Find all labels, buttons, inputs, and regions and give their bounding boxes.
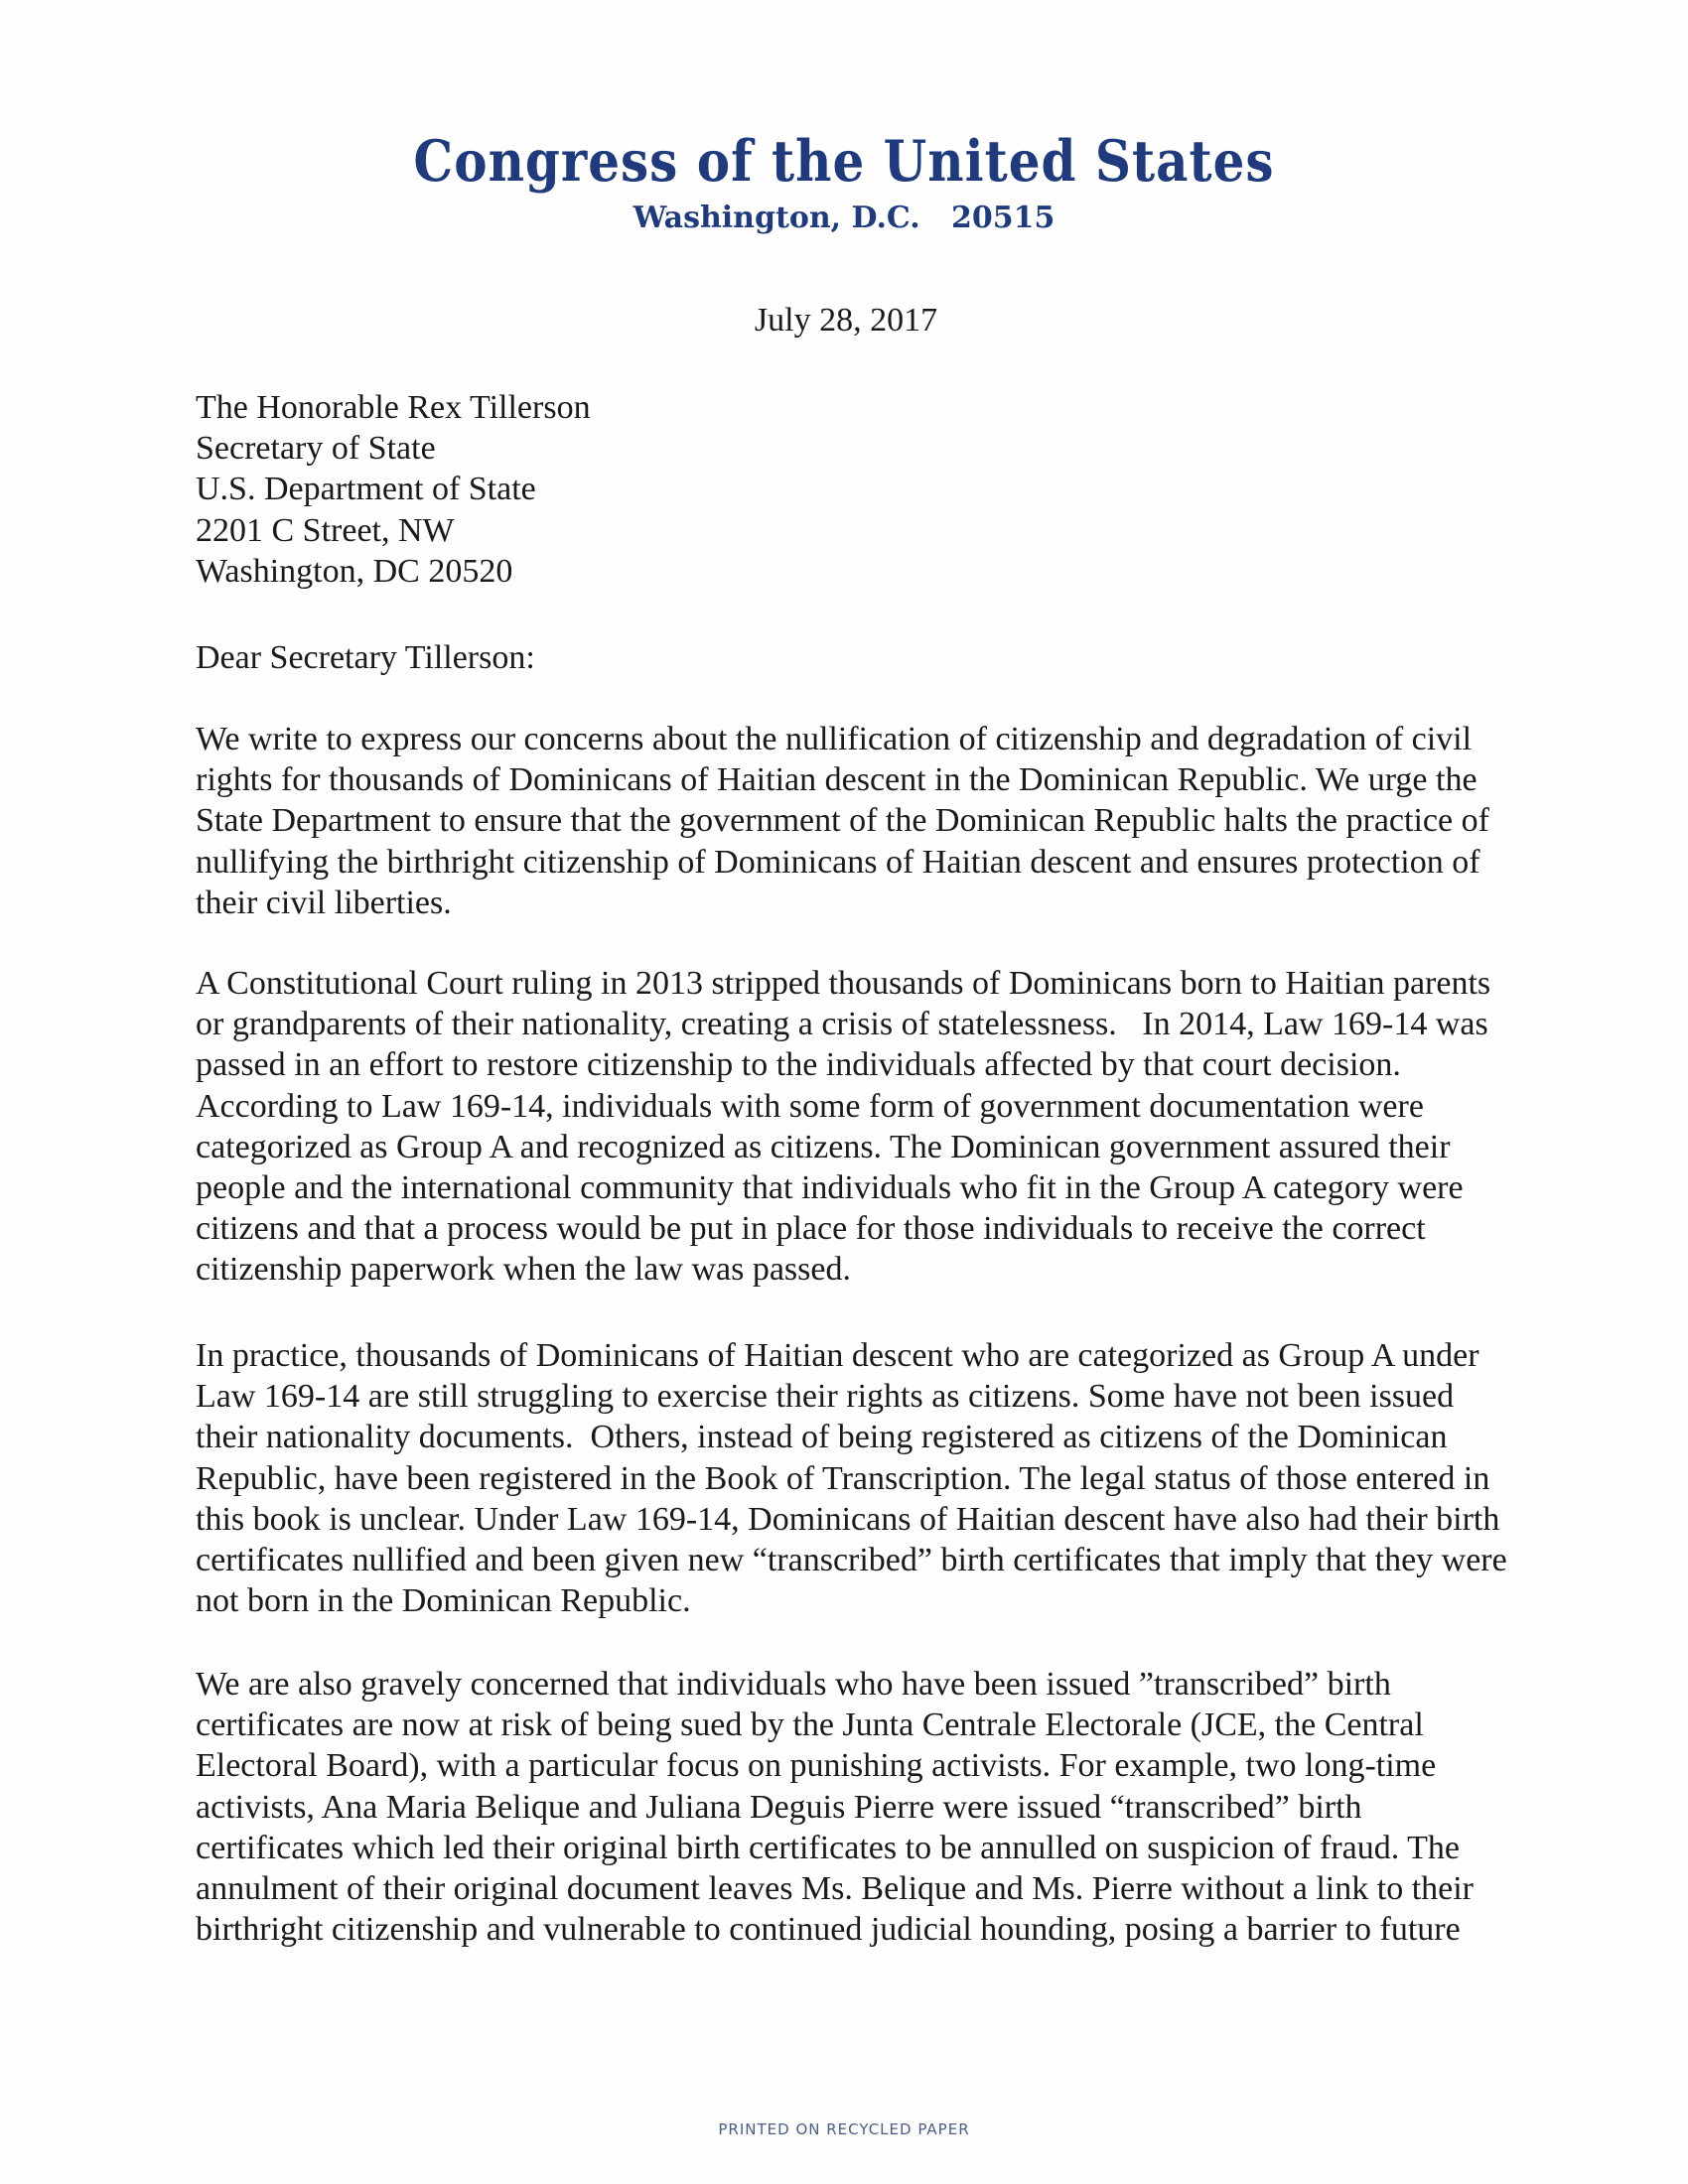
paragraph-line: or grandparents of their nationality, creating a crisis of statelessness. In 2014, Law 169-14 was xyxy=(196,1006,1488,1043)
letterhead-title: Congress of the United States xyxy=(413,127,1275,195)
paragraph-line: activists, Ana Maria Belique and Juliana Deguis Pierre were issued “transcribed” birth xyxy=(196,1788,1362,1826)
paragraph-line: this book is unclear. Under Law 169-14, Dominicans of Haitian descent have also had their birth xyxy=(196,1500,1500,1538)
paragraph-line: According to Law 169-14, individuals with some form of government documentation were xyxy=(196,1087,1424,1125)
paragraph-line: people and the international community that individuals who fit in the Group A category were xyxy=(196,1168,1464,1206)
paragraph-line: citizens and that a process would be put in place for those individuals to receive the correct xyxy=(196,1210,1426,1248)
paragraph-line: certificates nullified and been given new “transcribed” birth certificates that imply that they were xyxy=(196,1541,1507,1578)
addressee-line: 2201 C Street, NW xyxy=(196,511,455,549)
paragraph-line: Electoral Board), with a particular focus on punishing activists. For example, two long-time xyxy=(196,1747,1437,1785)
paragraph-line: annulment of their original document leaves Ms. Belique and Ms. Pierre without a link to their xyxy=(196,1869,1475,1907)
paragraph-2 xyxy=(196,963,1490,1291)
paragraph-line: certificates are now at risk of being sued by the Junta Centrale Electorale (JCE, the Central xyxy=(196,1706,1424,1744)
paragraph-1 xyxy=(196,719,1489,923)
paragraph-line: A Constitutional Court ruling in 2013 stripped thousands of Dominicans born to Haitian parents xyxy=(196,965,1491,1002)
addressee-line: U.S. Department of State xyxy=(196,471,536,508)
addressee-line: Washington, DC 20520 xyxy=(196,552,513,590)
salutation-text: Dear Secretary Tillerson: xyxy=(196,639,535,676)
paragraph-line: their civil liberties. xyxy=(196,884,452,921)
letter-date: July 28, 2017 xyxy=(754,302,938,339)
paragraph-line: not born in the Dominican Republic. xyxy=(196,1582,691,1620)
paragraph-line: their nationality documents. Others, instead of being registered as citizens of the Dominican xyxy=(196,1419,1448,1456)
paragraph-line: rights for thousands of Dominicans of Haitian descent in the Dominican Republic. We urge the xyxy=(196,761,1477,799)
paragraph-4 xyxy=(196,1664,1474,1950)
letterhead-address: Washington, D.C. 20515 xyxy=(633,201,1055,235)
salutation xyxy=(196,637,535,678)
paragraph-line: citizenship paperwork when the law was passed. xyxy=(196,1251,851,1289)
paragraph-line: certificates which led their original birth certificates to be annulled on suspicion of fraud. The xyxy=(196,1829,1460,1866)
paragraph-line: We are also gravely concerned that individuals who have been issued ”transcribed” birth xyxy=(196,1666,1391,1703)
paragraph-line: Law 169-14 are still struggling to exercise their rights as citizens. Some have not been issued xyxy=(196,1378,1455,1416)
recycled-paper-footer: PRINTED ON RECYCLED PAPER xyxy=(718,2120,970,2138)
paragraph-3 xyxy=(196,1335,1507,1621)
paragraph-line: Republic, have been registered in the Book of Transcription. The legal status of those entered in xyxy=(196,1459,1490,1497)
paragraph-line: categorized as Group A and recognized as citizens. The Dominican government assured their xyxy=(196,1128,1451,1165)
paragraph-line: passed in an effort to restore citizenship to the individuals affected by that court decision. xyxy=(196,1046,1401,1084)
paragraph-line: We write to express our concerns about the nullification of citizenship and degradation of civil xyxy=(196,721,1473,757)
paragraph-line: State Department to ensure that the government of the Dominican Republic halts the practice of xyxy=(196,802,1489,840)
paragraph-line: nullifying the birthright citizenship of Dominicans of Haitian descent and ensures protection of xyxy=(196,843,1480,881)
addressee-line: The Honorable Rex Tillerson xyxy=(196,389,591,426)
paragraph-line: In practice, thousands of Dominicans of Haitian descent who are categorized as Group A under xyxy=(196,1337,1479,1374)
addressee-line: Secretary of State xyxy=(196,430,436,468)
addressee-block xyxy=(196,387,591,592)
paragraph-line: birthright citizenship and vulnerable to continued judicial hounding, posing a barrier to future xyxy=(196,1911,1461,1949)
